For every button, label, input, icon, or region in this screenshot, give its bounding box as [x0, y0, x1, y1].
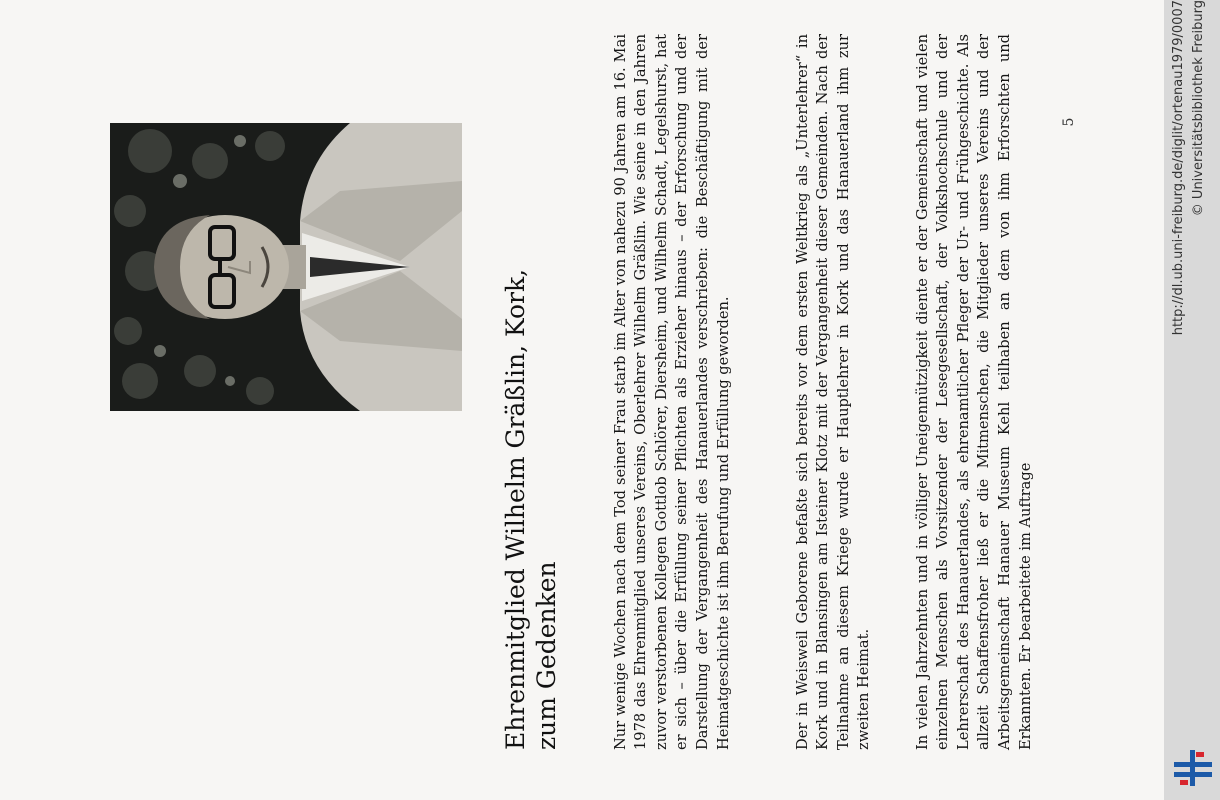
- library-sidebar: [1164, 0, 1220, 800]
- page-number: 5: [1061, 117, 1077, 127]
- copyright-notice: © Universitätsbibliothek Freiburg: [1191, 0, 1206, 217]
- paragraph-3: In vielen Jahrzehnten und in völliger Uneigennützigkeit diente er der Gemeinschaft und vielen einzelnen Menschen als Vorsitzender der Lesegesellschaft, der Volkshochschule und der Lehrerschaft des Hanauerlandes, als ehrenamtlicher Pfleger der Ur- und Frühgeschichte. Als allzeit Schaffensfroher ließ er die Mitmenschen, die Mitglieder unseres Vereins und der Arbeitsgemeinschaft Hanauer Museum Kehl teilhaben an dem von ihm Erforschten und Erkannten. Er bearbeitete im Auftrage: [913, 34, 1034, 750]
- paragraph-2: Der in Weisweil Geborene befaßte sich bereits vor dem ersten Weltkrieg als „Unterlehrer“ in Kork und in Blansingen am Isteiner Klotz mit der Vergangenheit dieser Gemeinden. Nach der Teilnahme an diesem Kriege wurde er Hauptlehrer in Kork und das Hanauerland ihm zur zweiten Heimat.: [793, 34, 873, 750]
- portrait-photo-drawing: [110, 123, 462, 411]
- article-title-line-1: Ehrenmitglied Wilhelm Gräßlin, Kork,: [501, 268, 530, 750]
- sidebar-rotated-text: [1164, 0, 1220, 800]
- article-title-line-2: zum Gedenken: [532, 561, 561, 750]
- article-title: [500, 30, 562, 750]
- source-url-link[interactable]: http://dl.ub.uni-freiburg.de/diglit/ortenau1979/0007: [1171, 0, 1186, 336]
- paragraph-1: Nur wenige Wochen nach dem Tod seiner Frau starb im Alter von nahezu 90 Jahren am 16. Mai 1978 das Ehrenmitglied unseres Vereins, Oberlehrer Wilhelm Gräßlin. Wie seine in den Jahren zuvor verstorbenen Kollegen Gottlob Schlörer, Diersheim, und Wilhelm Schadt, Legelshurst, hat er sich – über die Erfüllung seiner Pflichten als Erzieher hinaus – der Erforschung und der Darstellung der Vergangenheit des Hanauerlandes verschrieben: die Beschäftigung mit der Heimatgeschichte ist ihm Berufung und Erfüllung geworden.: [611, 34, 732, 750]
- library-logo-icon: [1170, 748, 1216, 788]
- portrait-photo: [110, 123, 462, 411]
